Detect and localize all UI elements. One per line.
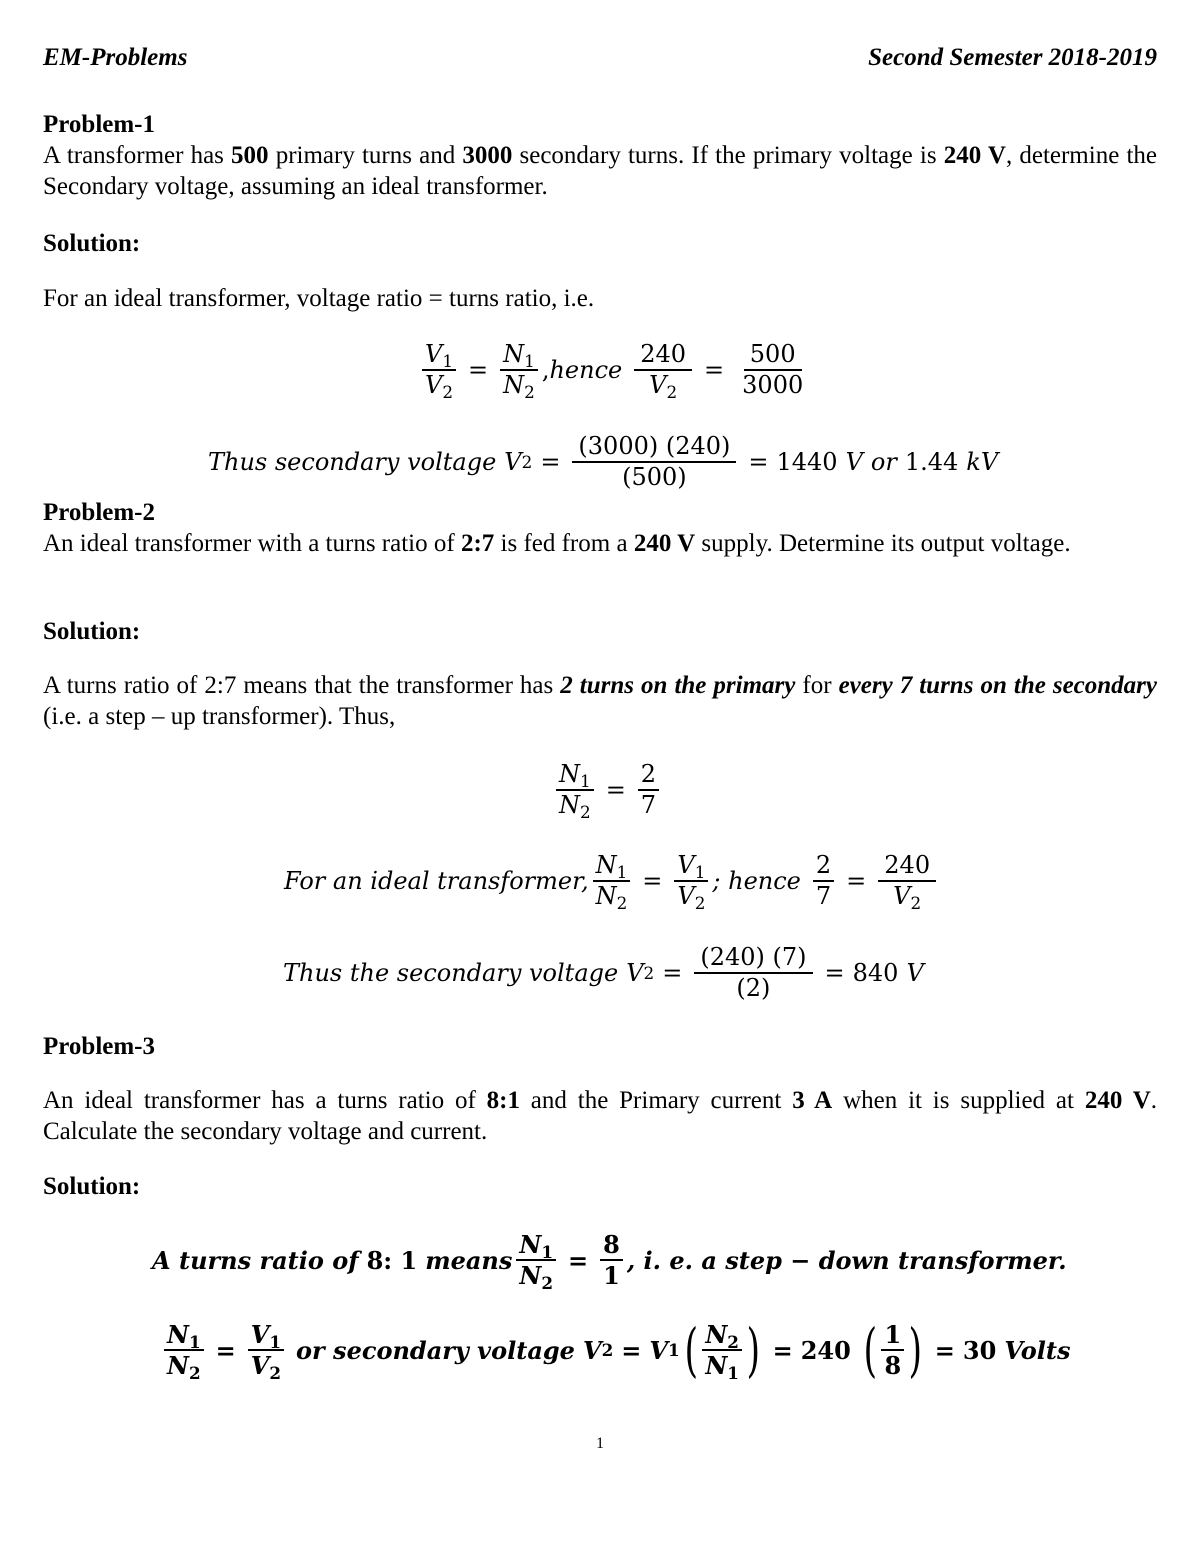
text-run: when it is supplied at <box>832 1087 1085 1114</box>
problem-3-equation-ratio: A turns ratio of 8: 1 means $\frac{N_1}{N_2}$ = $\frac{8}{1}$ , i. e. a step − down transformer. <box>152 1229 1067 1294</box>
doc-header-left: EM-Problems <box>43 44 188 71</box>
text-run: (i.e. a step – up transformer). Thus, <box>43 703 396 730</box>
problem-1-section <box>43 109 1157 202</box>
text-run: every 7 turns on the secondary <box>838 672 1157 699</box>
fraction-2-7: $\frac{2}{7}$ <box>638 762 659 818</box>
text-run: 8:1 <box>486 1087 520 1114</box>
fraction-v1-v2: $\frac{V_1}{V_2}$ <box>422 342 456 398</box>
text-run: for <box>795 672 839 699</box>
text-run: . Calculate the secondary voltage and current. <box>43 1087 1158 1145</box>
problem-3-statement <box>43 1085 1157 1147</box>
problem-3-solution-label: Solution: <box>43 1173 141 1200</box>
fraction-n1-n2: $\frac{N_1}{N_2}$ <box>516 1232 556 1288</box>
text-run: supply. Determine its output voltage. <box>695 530 1071 557</box>
fraction-n1-n2: $\frac{N_1}{N_2}$ <box>556 762 594 818</box>
problem-2-equation-result: Thus the secondary voltage V 2 = $\frac{(240) (7)}{(2)}$ = 840 V <box>283 942 924 1002</box>
text-run: An ideal transformer with a turns ratio of <box>43 530 461 557</box>
text-run: 3 A <box>792 1087 833 1114</box>
fraction-8-1: $\frac{8}{1}$ <box>600 1232 623 1288</box>
problem-1-title: Problem-1 <box>43 111 156 138</box>
problem-2-equation-ratio: $\frac{N_1}{N_2}$ = $\frac{2}{7}$ <box>552 753 663 827</box>
fraction-500-3000: $\frac{500}{3000}$ <box>742 339 804 399</box>
text-run: 240 V <box>1084 1087 1151 1114</box>
page-number: 1 <box>596 1435 604 1452</box>
problem-2-section <box>43 497 1157 559</box>
problem-2-solution-label: Solution: <box>43 618 141 645</box>
fraction-v1-v2: $\frac{V_1}{V_2}$ <box>248 1322 284 1378</box>
text-run: , determine the Secondary voltage, assuming an ideal transformer. <box>43 142 1157 200</box>
problem-3-equation-result: $\frac{N_1}{N_2}$ = $\frac{V_1}{V_2}$ or secondary voltage V 2 = V 1 ( $\frac{N_2}{N_1}$ ) = 240 ( $\frac{1}{8}$ ) = 30 Volts <box>160 1311 1070 1389</box>
problem-1-equation-result: Thus secondary voltage V 2 = $\frac{(3000) (240)}{(500)}$ = 1440 V or 1.44 kV <box>208 431 999 491</box>
problem-2-equation-ideal: For an ideal transformer, $\frac{N_1}{N_2}$ = $\frac{V_1}{V_2}$ ; hence $\frac{2}{7}$ = $\frac{240}{V_2}$ <box>284 843 940 919</box>
fraction-2-7: $\frac{2}{7}$ <box>813 853 834 909</box>
text-run: A turns ratio of 2:7 means that the transformer has <box>43 672 561 699</box>
text-run: 2:7 <box>460 530 495 557</box>
text-run: A transformer has <box>43 142 232 169</box>
fraction-3000x240-500: $\frac{(3000) (240)}{(500)}$ <box>572 434 736 490</box>
doc-header-right: Second Semester 2018-2019 <box>868 44 1157 71</box>
fraction-v1-v2: $\frac{V_1}{V_2}$ <box>674 853 708 909</box>
problem-3-title: Problem-3 <box>43 1033 156 1060</box>
text-run: is fed from a <box>494 530 634 557</box>
text-run: An ideal transformer has a turns ratio of <box>43 1087 487 1114</box>
problem-1-solution-intro: For an ideal transformer, voltage ratio = turns ratio, i.e. <box>43 285 595 312</box>
text-run: 500 <box>231 142 269 169</box>
text-run: 240 V <box>633 530 696 557</box>
problem-2-statement <box>43 528 1157 559</box>
fraction-240-v2: $\frac{240}{V_2}$ <box>878 853 936 909</box>
text-run: primary turns and <box>268 142 463 169</box>
problem-2-title: Problem-2 <box>43 499 156 526</box>
fraction-n1-n2: $\frac{N_1}{N_2}$ <box>500 342 538 398</box>
paren-one-eighth: ( $\frac{1}{8}$ ) <box>863 1316 923 1384</box>
problem-2-solution-text <box>43 670 1157 732</box>
problem-1-equation-ratio: $\frac{V_1}{V_2}$ = $\frac{N_1}{N_2}$ , hence $\frac{240}{V_2}$ = $\frac{500}{3000}$ <box>418 333 813 407</box>
fraction-n1-n2: $\frac{N_1}{N_2}$ <box>164 1322 204 1378</box>
problem-1-solution-label: Solution: <box>43 230 141 257</box>
text-run: and the Primary current <box>519 1087 793 1114</box>
fraction-240x7-2: $\frac{(240) (7)}{(2)}$ <box>694 945 812 1001</box>
paren-n2-over-n1: ( $\frac{N_2}{N_1}$ ) <box>684 1316 761 1384</box>
text-run: 2 turns on the primary <box>560 672 796 699</box>
text-run: secondary turns. If the primary voltage is <box>512 142 944 169</box>
problem-1-statement <box>43 140 1157 202</box>
fraction-240-v2: $\frac{240}{V_2}$ <box>634 342 692 398</box>
fraction-n1-n2: $\frac{N_1}{N_2}$ <box>593 853 631 909</box>
word-hence: hence <box>549 356 623 384</box>
text-run: 3000 <box>462 142 513 169</box>
text-run: 240 V <box>943 142 1006 169</box>
